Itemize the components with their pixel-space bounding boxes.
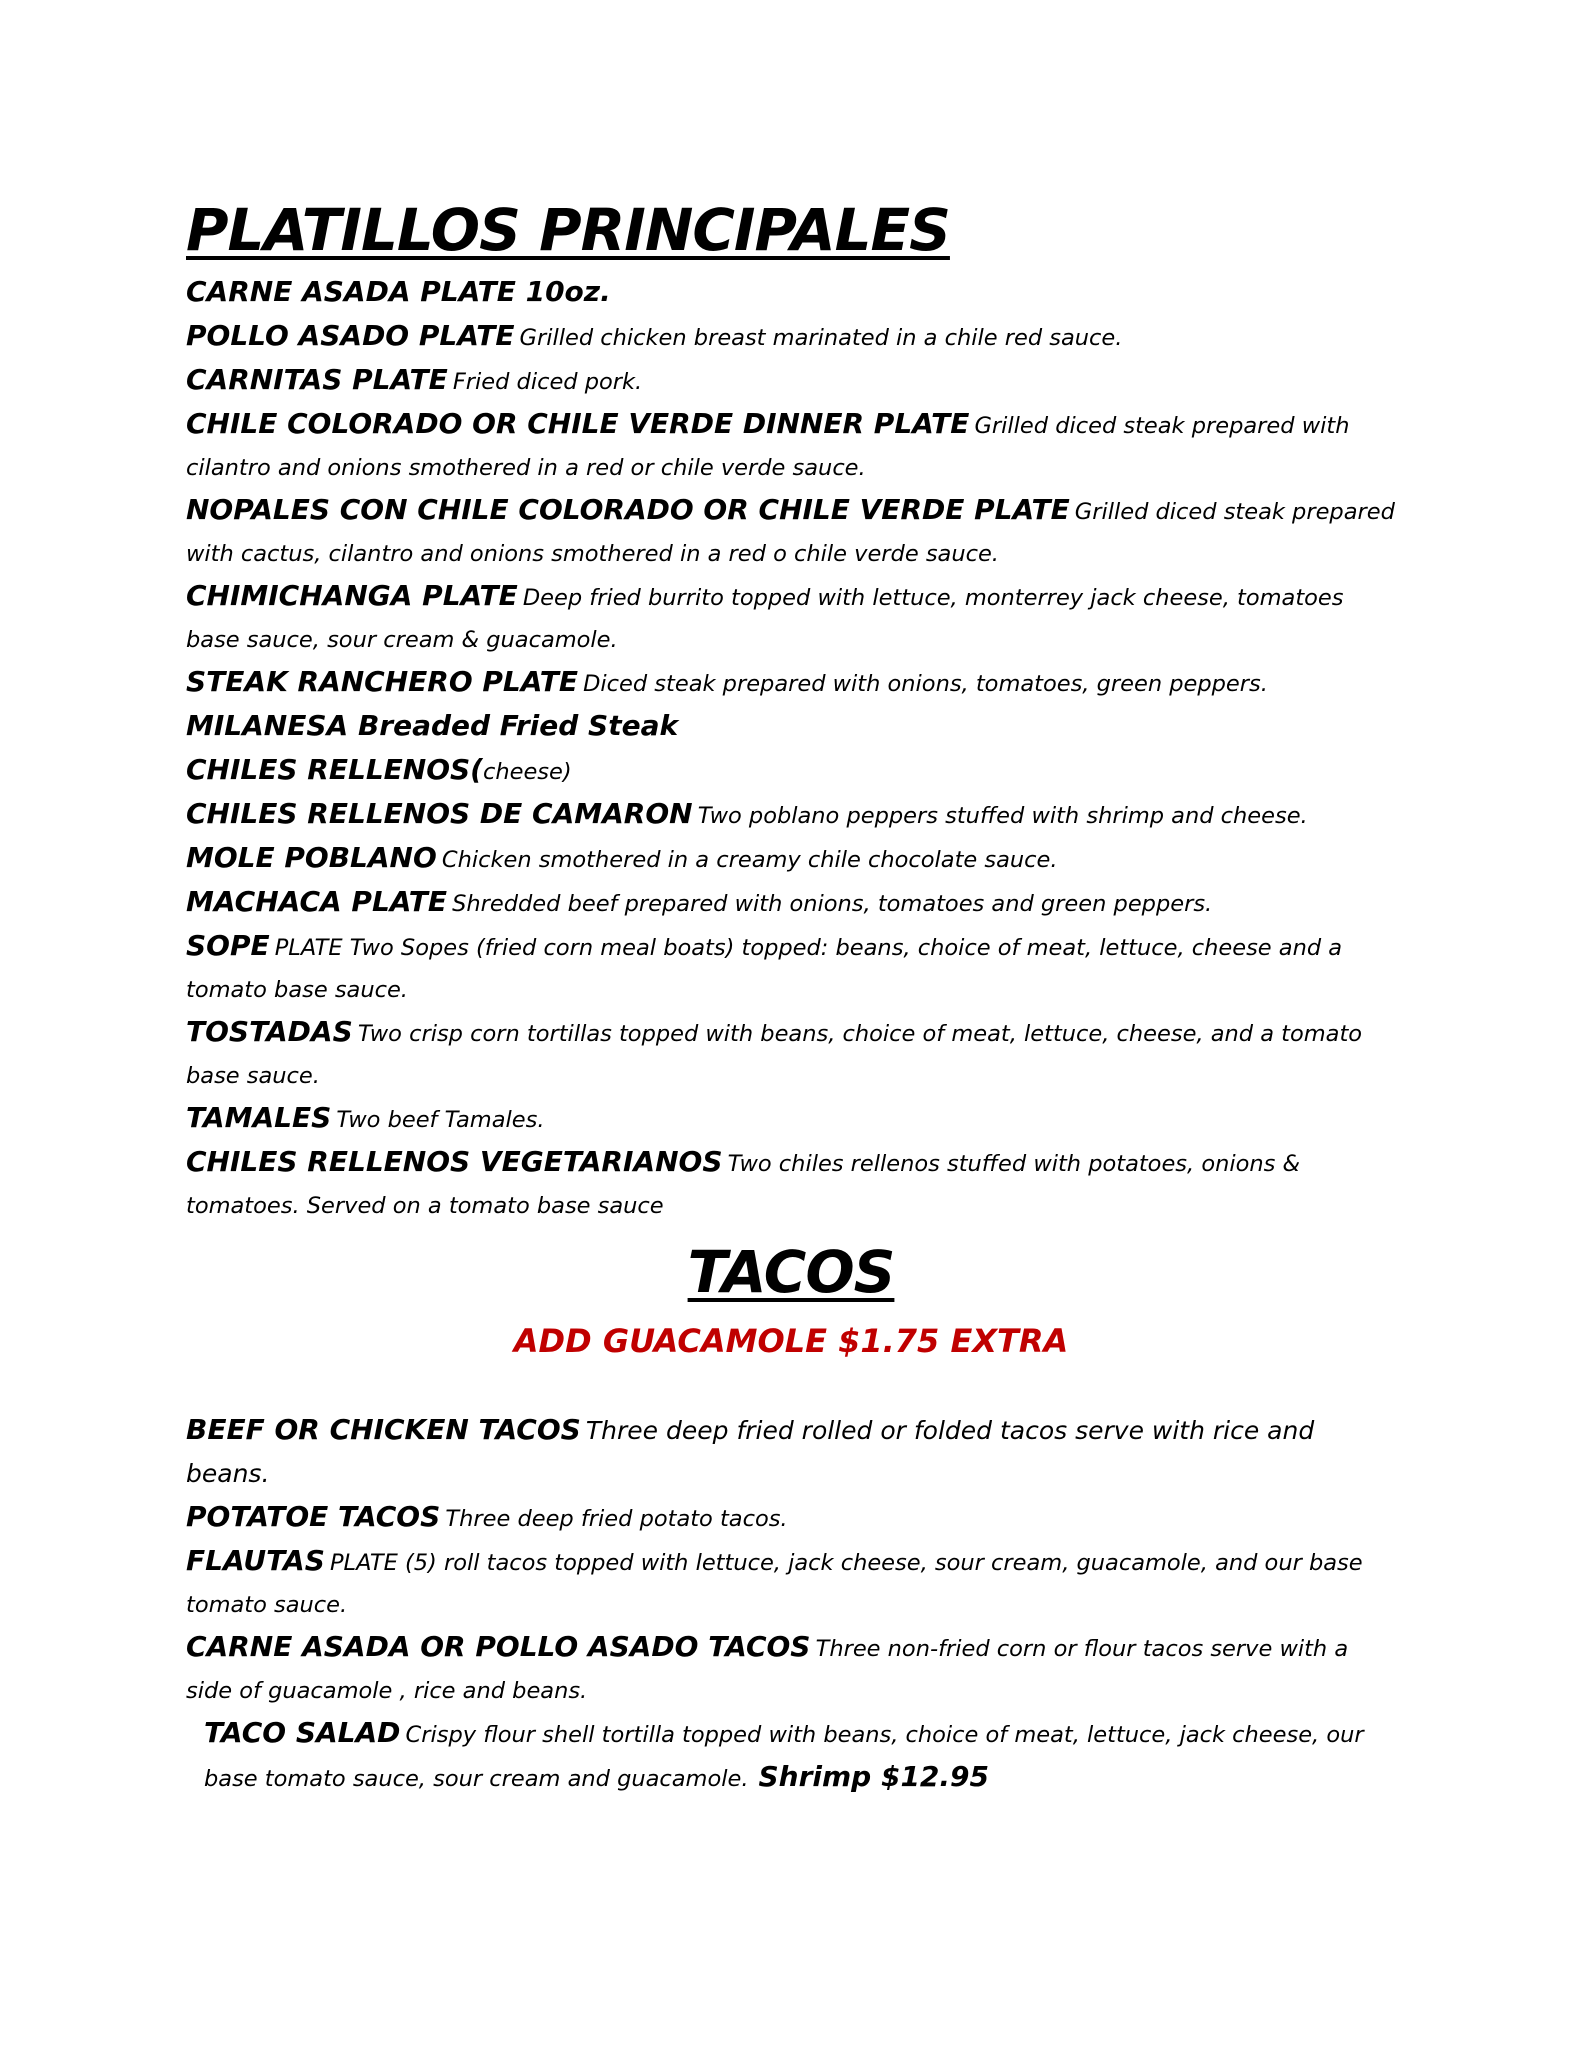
menu-item (186, 794, 1396, 838)
platillos-list (186, 272, 1396, 1228)
menu-item (186, 316, 1396, 360)
menu-item-desc: cheese) (482, 759, 572, 785)
menu-item (186, 1098, 1396, 1142)
menu-item-name: STEAK RANCHERO PLATE (186, 665, 578, 698)
menu-item-name: NOPALES CON CHILE COLORADO OR CHILE VERDE PLATE (186, 493, 1070, 526)
menu-page (186, 190, 1396, 1801)
menu-item-name: MOLE POBLANO (186, 841, 437, 874)
menu-item-name: TAMALES (186, 1101, 332, 1134)
section-title-platillos: PLATILLOS PRINCIPALES (186, 196, 950, 264)
menu-item-desc: Crispy flour shell tortilla topped with beans, choice of meat, lettuce, jack cheese, our base tomato sauce, sour cream and guacamole. (204, 1722, 1364, 1792)
menu-item-name: BEEF OR CHICKEN TACOS (186, 1413, 581, 1446)
menu-item-desc: Three deep fried rolled or folded tacos serve with rice and beans. (186, 1416, 1315, 1488)
section-title-tacos: TACOS (687, 1238, 895, 1306)
menu-item (186, 1142, 1396, 1228)
menu-item (186, 1713, 1396, 1801)
menu-item-desc: Two chiles rellenos stuffed with potatoes, onions & tomatoes. Served on a tomato base sauce (186, 1151, 1301, 1219)
menu-item-name: POLLO ASADO PLATE (186, 319, 515, 352)
menu-item-desc: Diced steak prepared with onions, tomatoes, green peppers. (583, 671, 1268, 697)
menu-item-desc: Three deep fried potato tacos. (445, 1506, 788, 1532)
menu-item-name: POTATOE TACOS (186, 1500, 441, 1533)
menu-item-desc: Grilled diced steak prepared with cilantro and onions smothered in a red or chile verde sauce. (186, 413, 1350, 481)
menu-item (186, 490, 1396, 576)
menu-item-desc: Two crisp corn tortillas topped with beans, choice of meat, lettuce, cheese, and a tomato base sauce. (186, 1021, 1363, 1089)
menu-item (186, 750, 1396, 794)
menu-item-name: CARNE ASADA OR POLLO ASADO TACOS (186, 1630, 811, 1663)
menu-item (186, 1627, 1396, 1713)
menu-item (186, 838, 1396, 882)
menu-item-name: CARNE ASADA PLATE 10oz. (186, 275, 611, 308)
menu-item (186, 360, 1396, 404)
menu-item (186, 576, 1396, 662)
menu-item-name: CHILES RELLENOS VEGETARIANOS (186, 1145, 723, 1178)
menu-item (186, 926, 1396, 1012)
menu-item-name: TACO SALAD (204, 1716, 401, 1749)
menu-item-desc: Grilled chicken breast marinated in a chile red sauce. (519, 325, 1123, 351)
tacos-list (186, 1410, 1396, 1801)
menu-item-name: MILANESA Breaded Fried Steak (186, 709, 679, 742)
menu-item-desc: PLATE Two Sopes (fried corn meal boats) topped: beans, choice of meat, lettuce, cheese and a tomato base sauce. (186, 935, 1343, 1003)
menu-item-name: CHILES RELLENOS( (186, 753, 483, 786)
menu-item-name: CHILES RELLENOS DE CAMARON (186, 797, 693, 830)
menu-item-name: TOSTADAS (186, 1015, 353, 1048)
menu-item (186, 404, 1396, 490)
menu-item-desc: Shredded beef prepared with onions, tomatoes and green peppers. (452, 891, 1213, 917)
menu-item-desc: Two poblano peppers stuffed with shrimp and cheese. (697, 803, 1308, 829)
menu-item (186, 272, 1396, 316)
menu-item (186, 882, 1396, 926)
menu-item-desc: Grilled diced steak prepared with cactus, cilantro and onions smothered in a red o chile verde sauce. (186, 499, 1395, 567)
menu-item (186, 1410, 1396, 1497)
tacos-guacamole-note: ADD GUACAMOLE $1.75 EXTRA (513, 1322, 1069, 1360)
menu-item-extra-price: Shrimp $12.95 (758, 1760, 990, 1793)
menu-item-desc: Fried diced pork. (452, 369, 643, 395)
menu-item-desc: Deep fried burrito topped with lettuce, monterrey jack cheese, tomatoes base sauce, sour cream & guacamole. (186, 585, 1344, 653)
menu-item-desc: Chicken smothered in a creamy chile chocolate sauce. (441, 847, 1058, 873)
menu-item-name: CHILE COLORADO OR CHILE VERDE DINNER PLATE (186, 407, 970, 440)
menu-item (186, 706, 1396, 750)
menu-item (186, 1012, 1396, 1098)
menu-item (186, 1541, 1396, 1627)
menu-item-name: MACHACA PLATE (186, 885, 448, 918)
menu-item-name: SOPE (186, 929, 270, 962)
menu-item-desc: PLATE (5) roll tacos topped with lettuce, jack cheese, sour cream, guacamole, and our base tomato sauce. (186, 1550, 1363, 1618)
menu-item (186, 662, 1396, 706)
menu-item-desc: Two beef Tamales. (336, 1107, 545, 1133)
menu-item-name: CHIMICHANGA PLATE (186, 579, 518, 612)
menu-item-desc: Three non-fried corn or flour tacos serve with a side of guacamole , rice and beans. (186, 1636, 1349, 1704)
menu-item (186, 1497, 1396, 1541)
menu-item-name: CARNITAS PLATE (186, 363, 448, 396)
menu-item-name: FLAUTAS (186, 1544, 325, 1577)
